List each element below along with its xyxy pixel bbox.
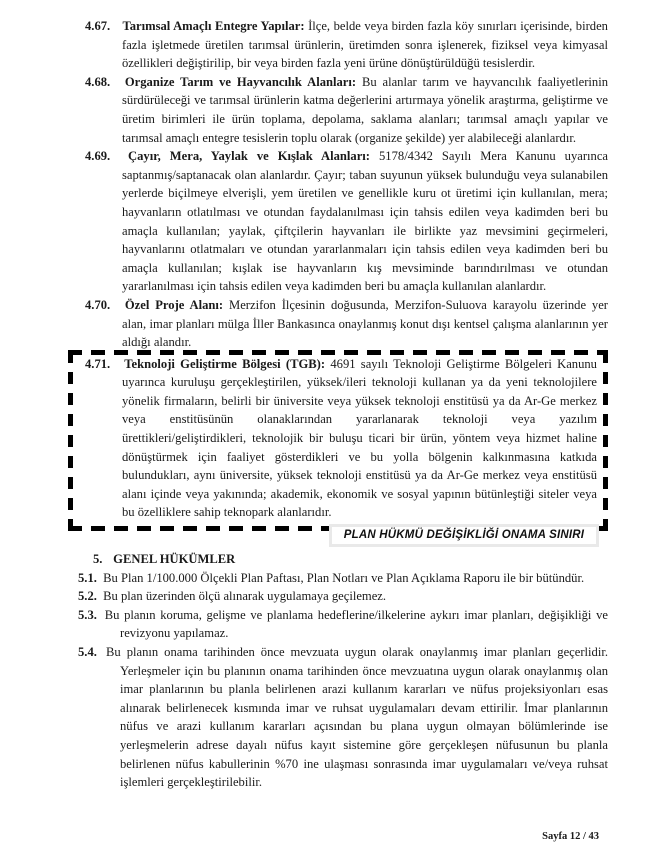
clause-number: 5.2. [78, 589, 97, 604]
amendment-boundary-box [68, 350, 608, 542]
clause-4-70 [85, 296, 608, 352]
clause-number: 4.69. [85, 149, 111, 164]
clause-number: 4.71. [85, 356, 111, 371]
clause-term: Teknoloji Geliştirme Bölgesi (TGB): [124, 356, 326, 371]
clause-number: 4.70. [85, 297, 111, 312]
section-5-heading [93, 550, 608, 569]
clause-term: Organize Tarım ve Hayvancılık Alanları: [124, 74, 357, 89]
clause-text: Merzifon İlçesinin doğusunda, Merzifon-Suluova karayolu üzerinde yer alan, imar planları mülga İller Bankasınca onaylanmış konut dışı kentsel çalışma alanlarının yer aldığı alandır. [122, 297, 608, 350]
clause-text: Bu alanlar tarım ve hayvancılık faaliyetlerinin sürdürüleceği ve tarımsal ürünlerin katma değerlerini artırmaya yönelik araştırma, geliştirme ve üretim birimleri ile ürün toplama, depolama, saklama alanları; tarımsal amaçlı yapılar ve tarımsal amaçlı entegre tesislerin toplu olarak (organize şekilde) yer alabileceği alanlardır. [122, 74, 609, 145]
page-number-footer: Sayfa 12 / 43 [542, 831, 599, 843]
clause-term: Özel Proje Alanı: [124, 297, 224, 312]
clause-term: Tarımsal Amaçlı Entegre Yapılar: [122, 19, 305, 33]
clause-number: 4.68. [85, 74, 111, 89]
clause-5-3 [78, 606, 608, 643]
clause-5-4 [78, 643, 608, 792]
section-title: GENEL HÜKÜMLER [113, 552, 236, 567]
clause-4-69 [85, 147, 609, 296]
clause-text: Bu Plan 1/100.000 Ölçekli Plan Paftası, Plan Notları ve Plan Açıklama Raporu ile bir bütündür. [103, 570, 585, 585]
clause-text: Bu plan üzerinden ölçü alınarak uygulamaya geçilemez. [103, 589, 387, 604]
clause-4-68 [85, 73, 609, 147]
clause-number: 5.3. [78, 607, 97, 622]
section-number: 5. [93, 552, 103, 567]
clause-term: Çayır, Mera, Yaylak ve Kışlak Alanları: [128, 149, 370, 164]
clause-text: Bu planın koruma, gelişme ve planlama hedeflerine/ilkelerine aykırı imar planları, değişikliği ve revizyonu yapılamaz. [104, 607, 608, 641]
clause-4-71 [85, 355, 597, 522]
amendment-boundary-label [329, 524, 599, 547]
clause-text: İlçe, belde veya birden fazla köy sınırları içerisinde, birden fazla işletmede üretilen tarımsal ürünlerin, üretimden sonra işlenerek, fiziksel veya kimyasal özellikleri değiştirilip, bir veya birden fazla yeni ürüne dönüştürüldüğü tesislerdir. [122, 19, 608, 71]
clause-number: 5.1. [78, 570, 97, 585]
clause-number: 4.67. [85, 19, 111, 33]
amendment-boundary-label-text: PLAN HÜKMÜ DEĞİŞİKLİĞİ ONAMA SINIRI [332, 527, 596, 544]
clause-text: Bu planın onama tarihinden önce mevzuata uygun olarak onaylanmış imar planları geçerlidir. Yerleşmeler için bu planının onama tarihinden önce mevzuatına uygun olarak onaylanmış olan imar planlarının bu planla belirlenen arazi kullanım kararları ve nüfus projeksiyonları esas alınarak belirlenecek kısmında imar ve ruhsat uygulamaları devam ettirilir. İmar planlarının nüfus ve arazi kullanım kararları açısından bu plana uygun olmayan bölümlerinde ise yerleşmelerin adrese dayalı nüfus kayıt sistemine göre gerçekleşen nüfusunun bu planla belirlenen nüfus kabullerinin %70 ine ulaşması sonrasında imar uygulamaları ve/veya ruhsat işlemleri gerçekleştirilebilir. [106, 645, 608, 790]
clause-number: 5.4. [78, 645, 97, 659]
clause-5-1 [78, 569, 608, 588]
clause-5-2 [78, 587, 608, 606]
clause-4-67 [85, 17, 608, 73]
clause-text: 4691 sayılı Teknoloji Geliştirme Bölgeleri Kanunu uyarınca kuruluşu gerçekleştirilen, yüksek/ileri teknoloji kullanan ya da yeni teknolojilere yönelik firmaların, belirli bir üniversite veya yüksek teknoloji enstitüsü ya da Ar-Ge merkez veya enstitüsünün olanaklarından yararlanarak teknoloji veya yazılım ürettikleri/geliştirdikleri, teknolojik bir buluşu ticari bir ürün, yöntem veya hizmet haline dönüştürmek için faaliyet gösterdikleri ve bu yolla bölgenin kalkınmasına katkıda bulundukları, aynı üniversite, yüksek teknoloji enstitüsü ya da Ar-Ge merkez veya enstitüsü alanı içinde veya yakınında; akademik, ekonomik ve sosyal yapının bütünleştiği siteler veya bu özelliklere sahip teknopark alanlarıdır. [122, 356, 597, 520]
clause-text: 5178/4342 Sayılı Mera Kanunu uyarınca saptanmış/saptanacak olan alanlardır. Çayır; taban suyunun yüksek bulunduğu veya sulanabilen yerlerde biçilmeye elverişli, yem üretilen ve genellikle kuru ot üretimi için kullanılan, mera; hayvanların otlatılması ve otundan faydalanılması için tahsis edilen veya kadimden beri bu amaçla kullanılan; yaylak, çiftçilerin hayvanları ile birlikte yaz mevsimini geçirmeleri, hayvanlarını otlatmaları ve otundan yararlanmaları için tahsis edilen veya kadimden beri bu amaçla kullanılan; kışlak ise hayvanların kış mevsiminde barındırılması ve otundan yararlanılması için tahsis edilen veya kadimden beri bu amaçla kullanılan alanlardır. [122, 149, 609, 294]
